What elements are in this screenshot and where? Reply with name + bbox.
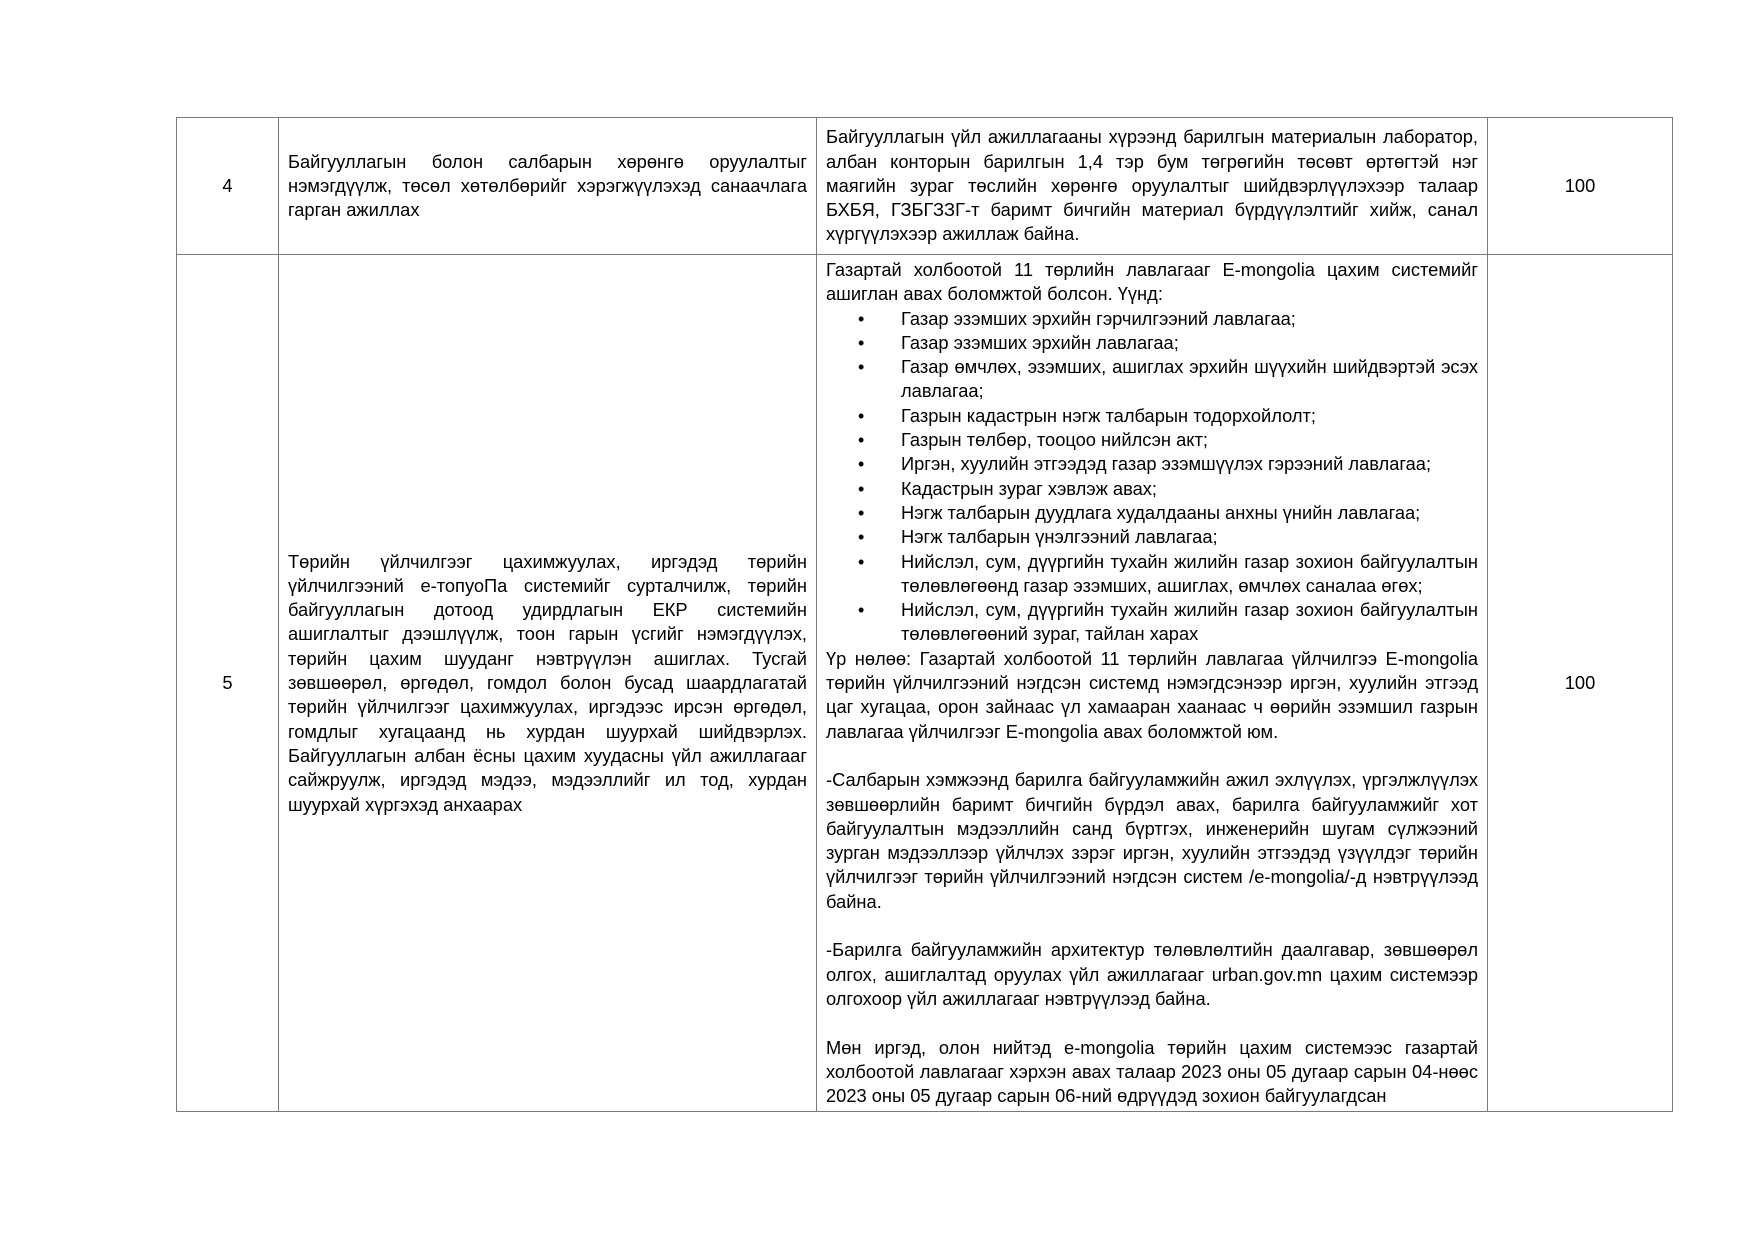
list-item: • Иргэн, хуулийн этгээдэд газар эзэмшүүлэх гэрээний лавлагаа; [901,452,1478,476]
paragraph-gap [826,914,1478,938]
result-cell [817,255,1488,1112]
row-number: 4 [177,118,279,255]
result-intro: Газартай холбоотой 11 төрлийн лавлагааг E-mongolia цахим системийг ашиглан авах боломжтой болсон. Үүнд: [826,259,1478,305]
result-paragraph: -Салбарын хэмжээнд барилга байгууламжийн ажил эхлүүлэх, үргэлжлүүлэх зөвшөөрлийн баримт бичгийн бүрдэл авах, барилга байгууламжийг хот байгуулалтын мэдээллийн санд бүртгэх, инженерийн шугам сүлжээний зурган мэдээллээр үйлчлэх зэрэг иргэн, хуулийн этгээдэд үзүүлдэг төрийн үйлчилгээг төрийн үйлчилгээний нэгдсэн систем /e-mongolia/-д нэвтрүүлээд байна. [826,769,1478,912]
result-text [826,258,1478,1108]
table-row [177,118,1673,255]
list-item: • Кадастрын зураг хэвлэж авах; [901,477,1478,501]
list-item: • Газар эзэмших эрхийн гэрчилгээний лавлагаа; [901,307,1478,331]
result-paragraph: -Барилга байгууламжийн архитектур төлөвлөлтийн даалгавар, зөвшөөрөл олгох, ашиглалтад оруулах үйл ажиллагааг urban.gov.mn цахим системээр олгохоор үйл ажиллагааг нэвтрүүлээд байна. [826,939,1478,1009]
task-text: Байгууллагын болон салбарын хөрөнгө оруулалтыг нэмэгдүүлж, төсөл хөтөлбөрийг хэрэгжүүлэхэд санаачлага гарган ажиллах [279,118,817,255]
paragraph-gap [826,1011,1478,1035]
list-item: • Нийслэл, сум, дүүргийн тухайн жилийн газар зохион байгуулалтын төлөвлөгөөний зураг, тайлан харах [901,598,1478,647]
list-item: • Газрын кадастрын нэгж талбарын тодорхойлолт; [901,404,1478,428]
list-item: • Нийслэл, сум, дүүргийн тухайн жилийн газар зохион байгуулалтын төлөвлөгөөнд газар эзэмших, ашиглах, өмчлөх саналаа өгөх; [901,550,1478,599]
score-value: 100 [1488,255,1673,1112]
task-text: Төрийн үйлчилгээг цахимжуулах, иргэдэд төрийн үйлчилгээний е-топуоПа системийг сурталчилж, төрийн байгууллагын дотоод удирдлагын ЕКР системийн ашиглалтыг дээшлүүлж, тоон гарын үсгийг нэмэгдүүлэх, төрийн цахим шууданг нэвтрүүлэн ашиглах. Тусгай зөвшөөрөл, өргөдөл, гомдол болон бусад шаардлагатай төрийн үйлчилгээг цахимжуулах, иргэдээс ирсэн өргөдөл, гомдлыг хугацаанд нь хурдан шуурхай шийдвэрлэх. Байгууллагын албан ёсны цахим хуудасны үйл ажиллагааг сайжруулж, иргэдэд мэдээ, мэдээллийг ил тод, хурдан шуурхай хүргэхэд анхаарах [279,255,817,1112]
list-item: • Газар өмчлөх, эзэмших, ашиглах эрхийн шүүхийн шийдвэртэй эсэх лавлагаа; [901,355,1478,404]
result-text: Байгууллагын үйл ажиллагааны хүрээнд барилгын материалын лаборатор, албан конторын барилгын 1,4 тэр бум төгрөгийн төсөвт өртөгтэй нэг маягийн зураг төслийн хөрөнгө оруулалтыг шийдвэрлүүлэхээр талаар БХБЯ, ГЗБГЗЗГ-т баримт бичгийн материал бүрдүүлэлтийг хийж, санал хүргүүлэхээр ажиллаж байна. [817,118,1488,255]
score-value: 100 [1488,118,1673,255]
list-item: • Газар эзэмших эрхийн лавлагаа; [901,331,1478,355]
list-item: • Нэгж талбарын дуудлага худалдааны анхны үнийн лавлагаа; [901,501,1478,525]
paragraph-gap [826,744,1478,768]
row-number: 5 [177,255,279,1112]
report-table [176,117,1673,1112]
table-row [177,255,1673,1112]
list-item: • Нэгж талбарын үнэлгээний лавлагаа; [901,525,1478,549]
result-paragraph: Мөн иргэд, олон нийтэд e-mongolia төрийн цахим системээс газартай холбоотой лавлагааг хэрхэн авах талаар 2023 оны 05 дугаар сарын 04-нөөс 2023 оны 05 дугаар сарын 06-ний өдрүүдэд зохион байгуулагдсан [826,1036,1478,1107]
list-item: • Газрын төлбөр, тооцоо нийлсэн акт; [901,428,1478,452]
result-paragraph: Үр нөлөө: Газартай холбоотой 11 төрлийн лавлагаа үйлчилгээ E-mongolia төрийн үйлчилгээний нэгдсэн системд нэмэгдсэнээр иргэн, хуулийн этгээд цаг хугацаа, орон зайнаас үл хамааран хаанаас ч өөрийн эзэмшил газрын лавлагаа үйлчилгээг E-mongolia авах боломжтой юм. [826,647,1478,742]
service-list [826,307,1478,647]
